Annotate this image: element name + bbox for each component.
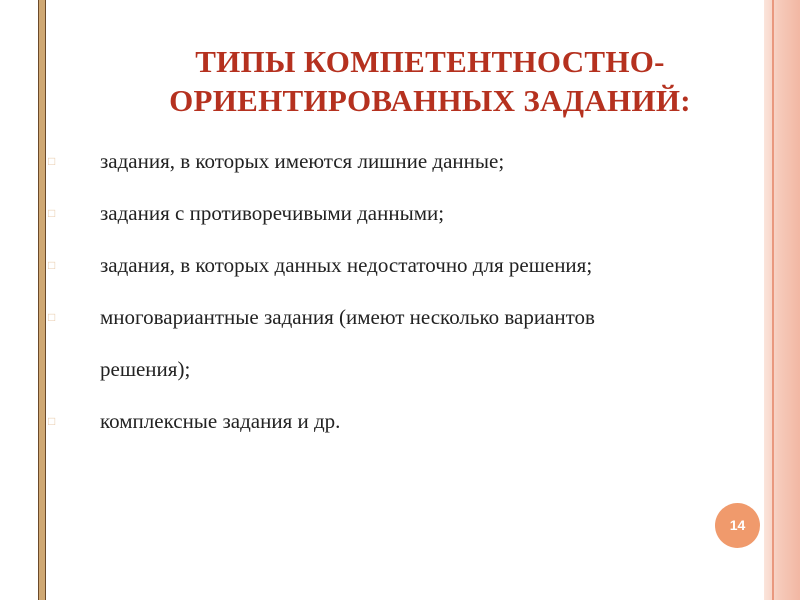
list-item-text: задания, в которых данных недостаточно для решения; (100, 253, 593, 277)
page-number-badge: 14 (715, 503, 760, 548)
square-bullet-icon: □ (48, 414, 56, 428)
list-item-text: комплексные задания и др. (100, 409, 341, 433)
list-item-text: задания с противоречивыми данными; (100, 201, 445, 225)
list-item-text: задания, в которых имеются лишние данные; (100, 149, 505, 173)
bullet-list (48, 135, 688, 447)
slide-title (100, 42, 760, 120)
list-item (48, 395, 688, 447)
left-decorative-bar (38, 0, 46, 600)
right-decorative-line (772, 0, 774, 600)
title-line-2: ОРИЕНТИРОВАННЫХ ЗАДАНИЙ: (169, 83, 691, 118)
list-item (48, 187, 688, 239)
square-bullet-icon: □ (48, 310, 56, 324)
list-item-text: многовариантные задания (имеют несколько вариантов решения); (100, 305, 595, 381)
list-item (48, 239, 688, 291)
title-line-1: ТИПЫ КОМПЕТЕНТНОСТНО- (195, 44, 665, 79)
right-decorative-band (764, 0, 800, 600)
square-bullet-icon: □ (48, 258, 56, 272)
square-bullet-icon: □ (48, 154, 56, 168)
list-item (48, 135, 688, 187)
list-item (48, 291, 688, 395)
square-bullet-icon: □ (48, 206, 56, 220)
